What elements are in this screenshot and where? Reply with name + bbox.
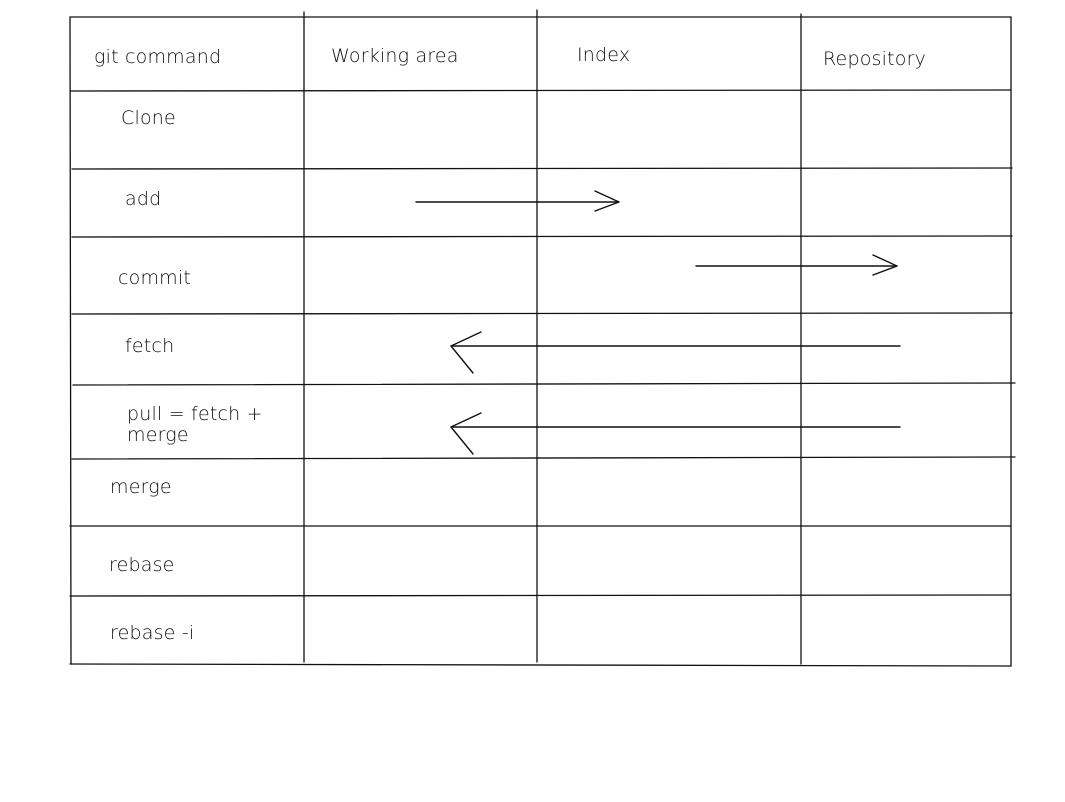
command-rebase-i: rebase -i xyxy=(110,622,195,644)
command-add: add xyxy=(125,188,162,210)
arrow-fetch-head xyxy=(451,332,481,373)
header-git-command: git command xyxy=(94,46,222,68)
arrow-add-head xyxy=(595,191,619,211)
row-divider-8 xyxy=(70,595,1011,596)
command-rebase: rebase xyxy=(109,554,175,576)
header-working-area: Working area xyxy=(331,45,459,67)
table-grid xyxy=(70,10,1015,666)
header-repository: Repository xyxy=(823,48,927,70)
arrow-pull-head xyxy=(451,413,481,454)
command-pull-line2: merge xyxy=(127,424,189,446)
row-divider-1 xyxy=(70,90,1011,91)
command-merge: merge xyxy=(110,476,172,498)
row-divider-6 xyxy=(72,457,1015,459)
row-divider-2 xyxy=(72,168,1012,169)
arrows xyxy=(416,191,900,454)
row-divider-5 xyxy=(73,383,1015,385)
row-divider-4 xyxy=(72,313,1012,314)
table-border-left xyxy=(70,17,71,664)
table-border-bottom xyxy=(70,664,1011,666)
row-divider-3 xyxy=(72,236,1012,237)
arrow-commit-head xyxy=(873,255,897,275)
command-commit: commit xyxy=(118,267,192,289)
command-pull-line1: pull = fetch + xyxy=(127,403,263,425)
command-clone: Clone xyxy=(121,107,176,129)
command-fetch: fetch xyxy=(125,335,175,357)
header-index: Index xyxy=(577,44,631,66)
